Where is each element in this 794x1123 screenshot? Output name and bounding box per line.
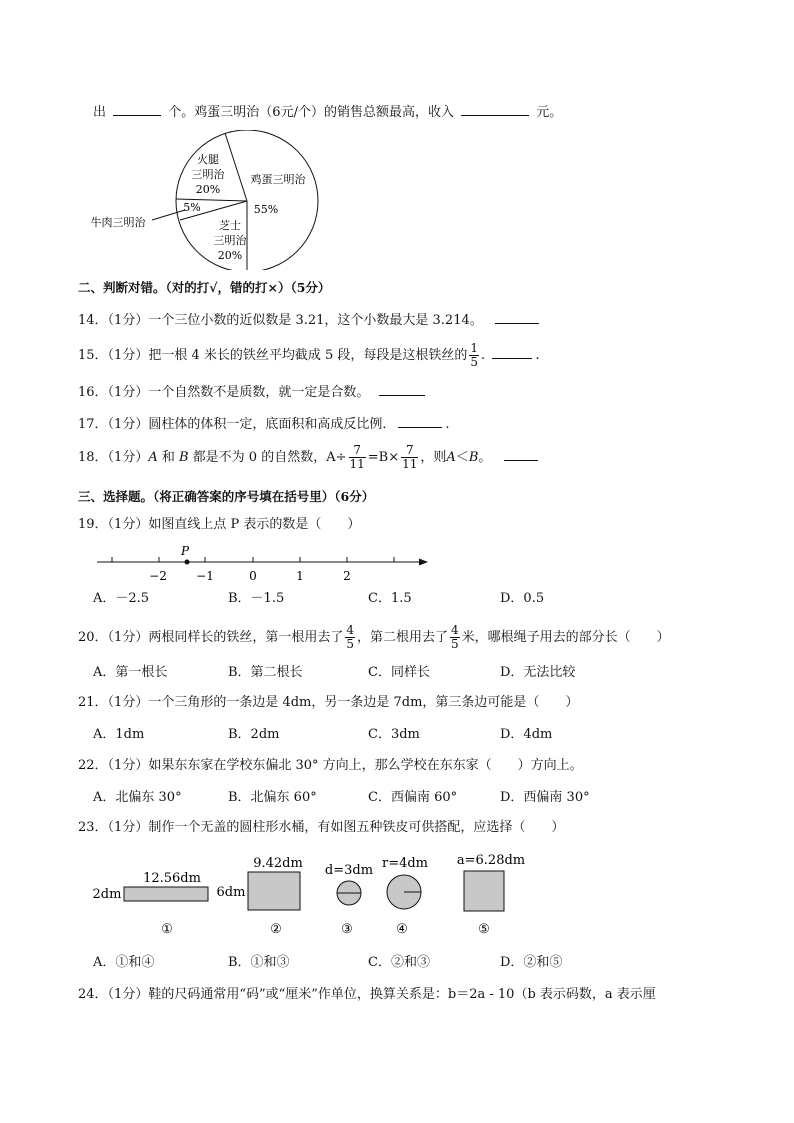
q18-lt: ＜	[455, 450, 469, 465]
q18-frac2-num: 7	[401, 444, 418, 458]
sheet-2-left-label: 6dm	[216, 885, 246, 900]
q15-text: 15．（1分）把一根 4 米长的铁丝平均截成 5 段，每段是这根铁丝的	[78, 348, 468, 363]
sheet-1-left-label: 2dm	[92, 887, 122, 902]
q13-answer-blank-2[interactable]	[461, 102, 529, 116]
q18-eq: =B×	[367, 450, 400, 465]
pie-beef-label: 牛肉三明治	[90, 216, 146, 229]
q18-fraction-2	[401, 444, 418, 471]
q18-frac2-den: 11	[402, 457, 418, 471]
q21-option-a[interactable]: A．1dm	[93, 727, 145, 742]
tick-label-2: 2	[343, 569, 351, 583]
q18-mid: 都是不为 0 的自然数，A÷	[188, 450, 347, 465]
sheet-3-top-label: d=3dm	[324, 863, 374, 878]
q20-option-c[interactable]: C．同样长	[368, 665, 430, 680]
q20	[78, 624, 670, 651]
q20-pre: 20．（1分）两根同样长的铁丝，第一根用去了	[78, 630, 344, 645]
q18-frac1-num: 7	[349, 444, 366, 458]
pie-egg-label: 鸡蛋三明治	[250, 173, 306, 186]
q15-dot: .	[481, 348, 486, 363]
tick-label-0: 0	[249, 569, 257, 583]
q16-text: 16．（1分）一个自然数不是质数，就一定是合数。	[78, 385, 370, 400]
q13-post: 元。	[536, 105, 563, 120]
sheet-2-top-label: 9.42dm	[253, 856, 303, 871]
pie-divider-top	[225, 133, 247, 201]
tick-label-neg2: −2	[149, 569, 167, 583]
q20-frac2-den: 5	[450, 637, 459, 651]
q18-var-a: A	[148, 450, 158, 465]
q18-pre: 18．（1分）	[78, 450, 149, 465]
q21-option-c[interactable]: C．3dm	[368, 727, 420, 742]
pie-beef-pct: 5%	[183, 201, 201, 214]
tick-label-neg1: −1	[196, 569, 214, 583]
q13-tail-line	[93, 102, 562, 122]
q16	[78, 382, 428, 402]
tick-label-1: 1	[296, 569, 304, 583]
q22-option-b[interactable]: B．北偏东 60°	[228, 790, 317, 805]
q20-frac1-den: 5	[346, 637, 354, 651]
pie-ham-label-1: 火腿	[197, 153, 219, 166]
q24-text: 24．（1分）鞋的尺码通常用“码”或“厘米”作单位，换算关系是：b＝2a - 10（b 表示码数，a 表示厘	[78, 987, 656, 1002]
q15-answer-blank[interactable]	[492, 345, 532, 359]
pie-egg-pct: 55%	[253, 203, 279, 216]
q18-frac1-den: 11	[349, 457, 365, 471]
section2-heading: 二、判断对错。（对的打√，错的打×）（5分）	[78, 280, 331, 295]
q20-fraction-2	[450, 624, 460, 651]
sheet-1-rect	[124, 887, 208, 901]
q19-text: 19．（1分）如图直线上点 P 表示的数是（ ）	[78, 517, 361, 532]
q13-mid: 个。鸡蛋三明治（6元/个）的销售总额最高，收入	[168, 105, 454, 120]
q21-option-d[interactable]: D．4dm	[500, 727, 553, 742]
q22-option-a[interactable]: A．北偏东 30°	[93, 790, 182, 805]
q20-frac1-num: 4	[346, 623, 354, 637]
q15-frac-num: 1	[470, 341, 479, 355]
q18-var-b2: B	[468, 450, 479, 465]
q17-post: .	[445, 417, 450, 432]
q18-var-a2: A	[446, 450, 456, 465]
pie-cheese-label-2: 三明治	[213, 234, 247, 247]
q20-mid: ，第二根用去了	[356, 630, 448, 645]
q18	[78, 444, 541, 471]
q18-var-b: B	[178, 450, 189, 465]
q13-pre: 出	[93, 105, 107, 120]
q14-answer-blank[interactable]	[495, 310, 539, 324]
q19-option-a[interactable]: A．－2.5	[93, 591, 150, 606]
q19-option-c[interactable]: C．1.5	[368, 591, 412, 606]
point-p-label: P	[180, 544, 190, 558]
number-line-figure	[92, 544, 442, 590]
section3-heading: 三、选择题。（将正确答案的序号填在括号里）（6分）	[78, 489, 375, 504]
q22-text: 22．（1分）如果东东家在学校东偏北 30° 方向上，那么学校在东东家（ ）方向上。	[78, 758, 583, 773]
q20-frac2-num: 4	[450, 623, 459, 637]
q20-option-a[interactable]: A．第一根长	[93, 665, 168, 680]
sheet-5-top-label: a=6.28dm	[456, 853, 526, 868]
q20-fraction-1	[345, 624, 355, 651]
q18-answer-blank[interactable]	[504, 447, 538, 461]
q21-text: 21．（1分）一个三角形的一条边是 4dm，另一条边是 7dm，第三条边可能是（ ）	[78, 695, 579, 710]
point-p-dot	[185, 560, 190, 565]
q18-then: ，则	[420, 450, 447, 465]
q23-text: 23．（1分）制作一个无盖的圆柱形水桶，有如图五种铁皮可供搭配，应选择（ ）	[78, 820, 565, 835]
q14	[78, 310, 542, 330]
q15-post: .	[535, 348, 540, 363]
sheet-5-rect	[464, 871, 504, 911]
q22-option-d[interactable]: D．西偏南 30°	[500, 790, 590, 805]
q18-fraction-1	[349, 444, 366, 471]
q16-answer-blank[interactable]	[379, 382, 425, 396]
q21-option-b[interactable]: B．2dm	[228, 727, 280, 742]
q17	[78, 414, 449, 434]
sheet-4-id: ④	[396, 922, 408, 937]
q19-option-d[interactable]: D．0.5	[500, 591, 545, 606]
q23-option-d[interactable]: D．②和⑤	[500, 955, 563, 970]
sheet-2-id: ②	[270, 922, 282, 937]
number-line-arrow	[419, 559, 428, 566]
q15-frac-den: 5	[470, 355, 479, 369]
pie-ham-pct: 20%	[195, 183, 221, 196]
q17-text: 17．（1分）圆柱体的体积一定，底面积和高成反比例．	[78, 417, 396, 432]
pie-cheese-label-1: 芝士	[219, 219, 241, 232]
q18-end: 。	[478, 450, 492, 465]
metal-sheets-figure	[90, 850, 540, 940]
q15	[78, 342, 539, 369]
q20-option-b[interactable]: B．第二根长	[228, 665, 303, 680]
q19-option-b[interactable]: B．－1.5	[228, 591, 285, 606]
q23-option-a[interactable]: A．①和④	[93, 955, 155, 970]
sheet-1-top-label: 12.56dm	[143, 871, 201, 886]
q13-answer-blank-1[interactable]	[113, 102, 161, 116]
pie-ham-label-2: 三明治	[191, 168, 225, 181]
q20-option-d[interactable]: D．无法比较	[500, 665, 576, 680]
q15-fraction	[469, 342, 479, 369]
sheet-2-rect	[248, 872, 300, 910]
q14-text: 14．（1分）一个三位小数的近似数是 3.21，这个小数最大是 3.214。	[78, 313, 483, 328]
sheet-1-id: ①	[161, 922, 173, 937]
sandwich-pie-figure	[80, 130, 340, 270]
q17-answer-blank[interactable]	[398, 414, 442, 428]
sheet-3-id: ③	[341, 922, 353, 937]
q23-option-b[interactable]: B．①和③	[228, 955, 290, 970]
sheet-5-id: ⑤	[478, 922, 490, 937]
q18-and: 和	[157, 450, 179, 465]
sheet-4-top-label: r=4dm	[381, 856, 429, 871]
q23-option-c[interactable]: C．②和③	[368, 955, 430, 970]
q22-option-c[interactable]: C．西偏南 60°	[368, 790, 458, 805]
pie-cheese-pct: 20%	[217, 249, 243, 262]
beef-leader-line	[152, 210, 185, 220]
q20-post: 米，哪根绳子用去的部分长（ ）	[461, 630, 670, 645]
